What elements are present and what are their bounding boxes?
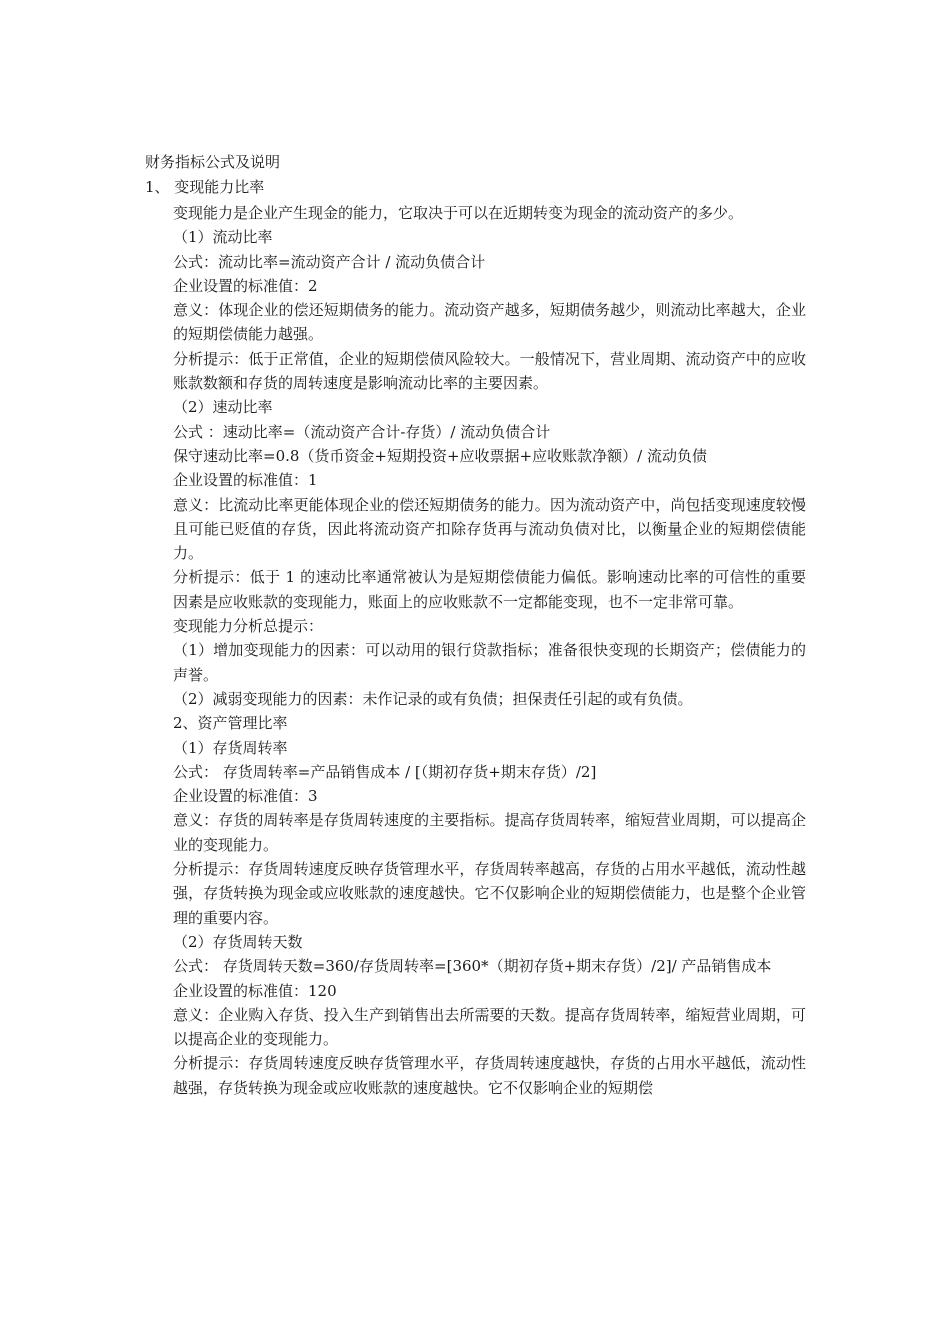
paragraph: 分析提示：存货周转速度反映存货管理水平，存货周转速度越快，存货的占用水平越低，流动性越强，存货转换为现金或应收账款的速度越快。它不仅影响企业的短期偿 <box>173 1054 806 1097</box>
paragraph: 分析提示：低于 1 的速动比率通常被认为是短期偿债能力偏低。影响速动比率的可信性的重要因素是应收账款的变现能力，账面上的应收账款不一定都能变现，也不一定非常可靠。 <box>173 568 806 611</box>
document-body <box>173 201 806 1100</box>
standard-value: 企业设置的标准值：3 <box>173 787 318 806</box>
paragraph: （2）减弱变现能力的因素：未作记录的或有负债；担保责任引起的或有负债。 <box>173 689 693 708</box>
paragraph: 意义：存货的周转率是存货周转速度的主要指标。提高存货周转率，缩短营业周期，可以提高企业的变现能力。 <box>173 811 806 854</box>
paragraph: 分析提示：低于正常值，企业的短期偿债风险较大。一般情况下，营业周期、流动资产中的应收账款数额和存货的周转速度是影响流动比率的主要因素。 <box>173 349 806 393</box>
formula-line: 公式 ：速动比率=（流动资产合计-存货）/ 流动负债合计 <box>173 422 551 441</box>
section-heading: 2、资产管理比率 <box>173 714 288 733</box>
section-heading: 1、 变现能力比率 <box>145 178 265 196</box>
subsection-heading: （1）流动比率 <box>173 228 273 247</box>
formula-line: 保守速动比率=0.8（货币资金+短期投资+应收票据+应收账款净额）/ 流动负债 <box>173 446 707 465</box>
formula-line: 公式： 存货周转天数=360/存货周转率=[360*（期初存货+期末存货）/2]/ 产品销售成本 <box>173 957 772 976</box>
paragraph: （1）增加变现能力的因素：可以动用的银行贷款指标；准备很快变现的长期资产；偿债能力的声誉。 <box>173 641 806 684</box>
paragraph: 变现能力分析总提示： <box>173 617 324 636</box>
subsection-heading: （2）存货周转天数 <box>173 932 303 951</box>
standard-value: 企业设置的标准值：1 <box>173 471 318 490</box>
standard-value: 企业设置的标准值：120 <box>173 981 337 1000</box>
paragraph: 分析提示：存货周转速度反映存货管理水平，存货周转率越高，存货的占用水平越低，流动性越强，存货转换为现金或应收账款的速度越快。它不仅影响企业的短期偿债能力，也是整个企业管理的重要内容。 <box>173 860 806 927</box>
paragraph: 意义：比流动比率更能体现企业的偿还短期债务的能力。因为流动资产中，尚包括变现速度较慢且可能已贬值的存货，因此将流动资产扣除存货再与流动负债对比，以衡量企业的短期偿债能力。 <box>173 495 806 563</box>
paragraph: 意义：企业购入存货、投入生产到销售出去所需要的天数。提高存货周转率，缩短营业周期，可以提高企业的变现能力。 <box>173 1005 806 1049</box>
document-title: 财务指标公式及说明 <box>145 153 281 171</box>
formula-line: 公式：流动比率=流动资产合计 / 流动负债合计 <box>173 252 486 271</box>
standard-value: 企业设置的标准值：2 <box>173 276 318 295</box>
paragraph: 意义：体现企业的偿还短期债务的能力。流动资产越多，短期债务越少，则流动比率越大，企业的短期偿债能力越强。 <box>173 301 806 344</box>
subsection-heading: （1）存货周转率 <box>173 738 288 757</box>
subsection-heading: （2）速动比率 <box>173 398 273 417</box>
formula-line: 公式： 存货周转率=产品销售成本 / [（期初存货+期末存货）/2] <box>173 762 597 781</box>
paragraph: 变现能力是企业产生现金的能力，它取决于可以在近期转变为现金的流动资产的多少。 <box>173 204 744 222</box>
